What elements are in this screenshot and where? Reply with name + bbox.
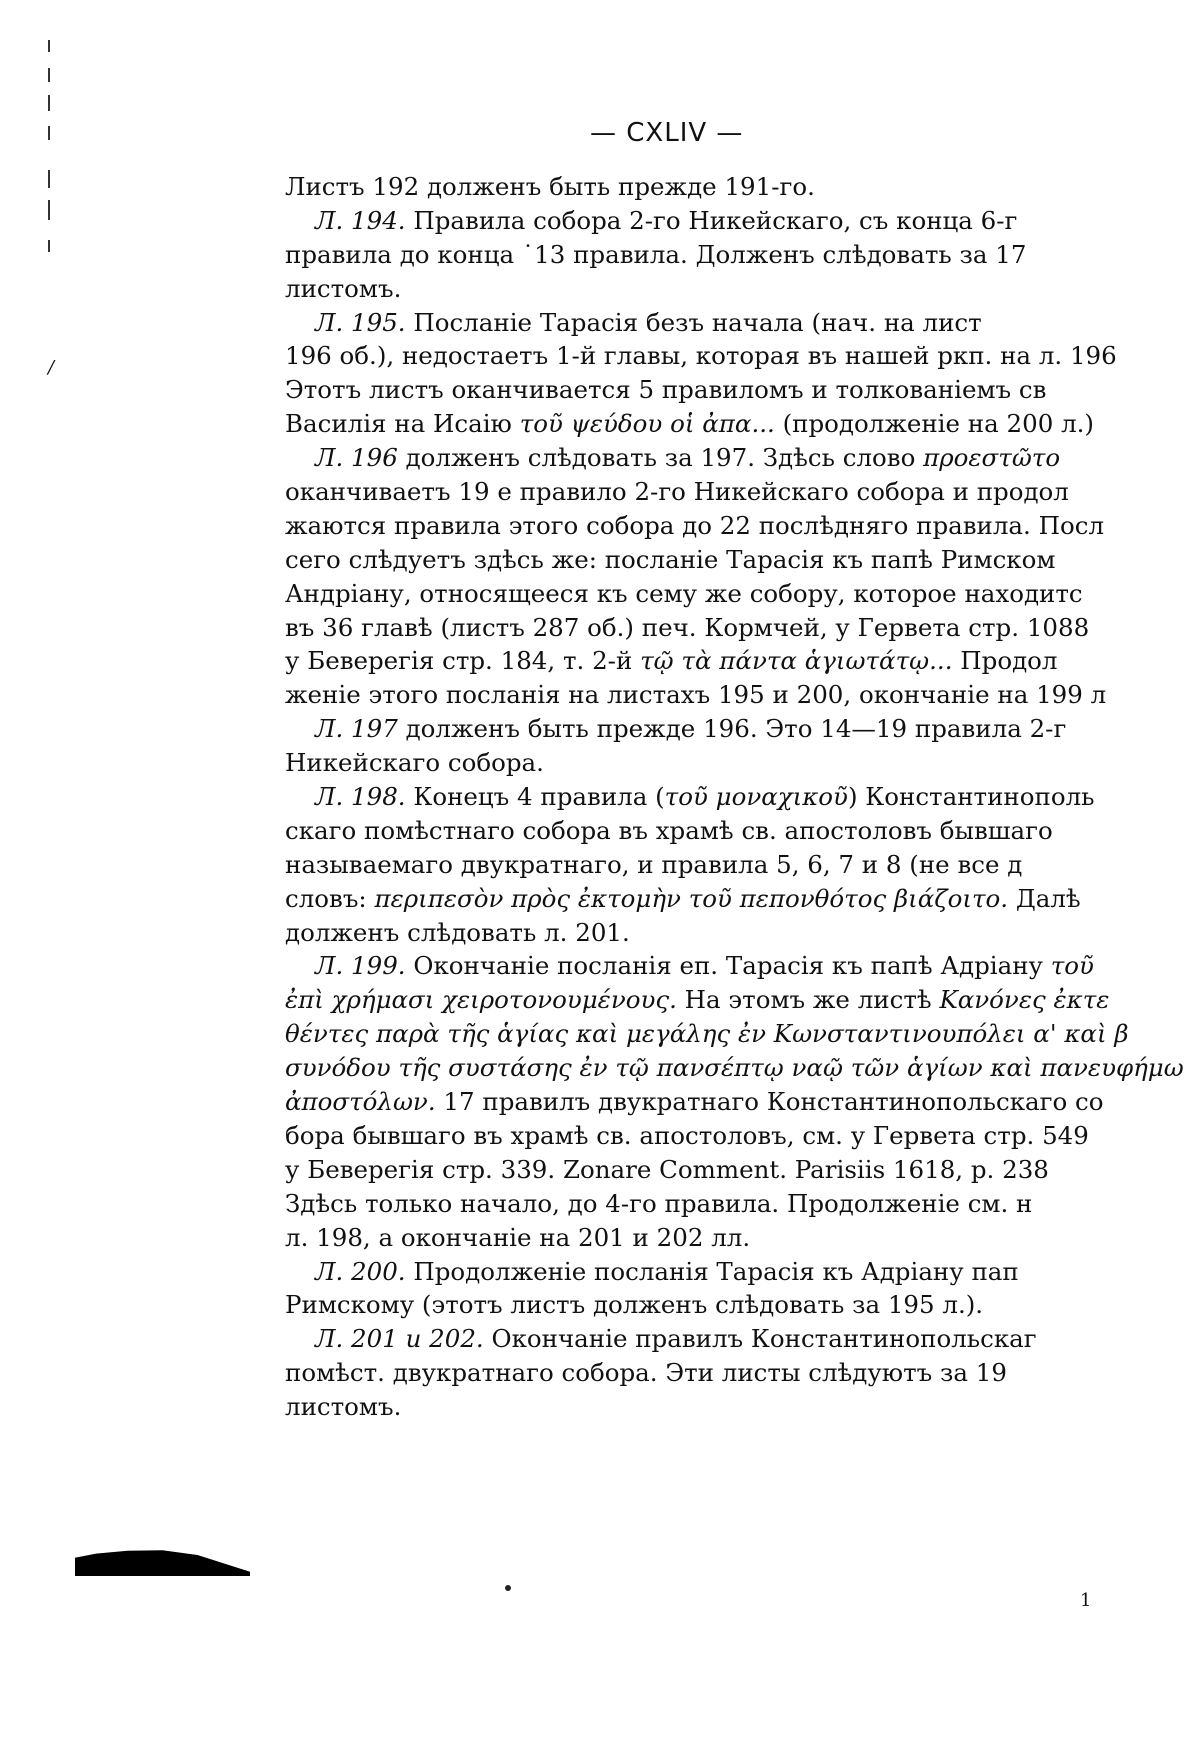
text-line <box>285 712 1085 746</box>
text-line <box>285 306 1085 340</box>
leaf-reference: Л. 195. <box>315 307 406 337</box>
text-span: Римскому (этотъ листъ долженъ слѣдовать за 195 л.). <box>285 1290 984 1320</box>
text-line <box>285 1153 1085 1187</box>
text-span: скаго помѣстнаго собора въ храмѣ св. апостоловъ бывшаго <box>285 815 1053 845</box>
text-span: въ 36 главѣ (листъ 287 об.) печ. Кормчей, у Гервета стр. 1088 <box>285 612 1090 642</box>
text-span: Окончаніе правилъ Константинопольскаг <box>483 1324 1037 1354</box>
text-line <box>285 509 1105 543</box>
text-line <box>285 441 1085 475</box>
margin-tick <box>48 95 50 111</box>
leaf-reference: Л. 199. <box>315 951 406 981</box>
greek-quote: τοῦ <box>1050 951 1094 981</box>
greek-quote: περιπεσὸν πρὸς ἐκτομὴν τοῦ πεπονθότος βιάζοιτο. <box>374 883 1009 913</box>
text-span: у Беверегія стр. 339. Zonare Comment. Parisiis 1618, p. 238 <box>285 1154 1049 1184</box>
greek-quote: θέντες παρὰ τῆς ἁγίας καὶ μεγάλης ἐν Κωνσταντινουπόλει α' καὶ β <box>285 1019 1129 1049</box>
text-line <box>285 577 1085 611</box>
text-span: листомъ. <box>285 1392 402 1422</box>
margin-tick <box>48 170 50 188</box>
corner-mark: 1 <box>1080 1590 1092 1611</box>
text-line <box>285 644 1085 678</box>
text-span: Этотъ листъ оканчивается 5 правиломъ и толкованіемъ св <box>285 375 1047 405</box>
text-line <box>285 949 1094 983</box>
margin-tick <box>48 126 50 140</box>
text-line <box>285 407 1094 441</box>
text-span: долженъ быть прежде 196. Это 14—19 правила 2-г <box>397 714 1067 744</box>
greek-quote: ἀποστόλων. <box>285 1087 436 1117</box>
text-span: долженъ слѣдовать за 197. Здѣсь слово <box>397 443 924 473</box>
text-line <box>285 475 1085 509</box>
text-span: сего слѣдуетъ здѣсь же: посланіе Тарасія къ папѣ Римском <box>285 544 1056 574</box>
greek-quote: τοῦ ψεύδου οἱ ἀπα... <box>519 409 775 439</box>
text-line <box>285 814 1085 848</box>
text-span: помѣст. двукратнаго собора. Эти листы слѣдуютъ за 19 <box>285 1358 1007 1388</box>
leaf-reference: Л. 198. <box>315 782 406 812</box>
margin-tick <box>48 240 50 252</box>
text-line <box>285 339 1117 373</box>
text-span: бора бывшаго въ храмѣ св. апостоловъ, см. у Гервета стр. 549 <box>285 1120 1089 1150</box>
text-line <box>285 611 1090 645</box>
text-line <box>285 1390 1085 1424</box>
text-span: Посланіе Тарасія безъ начала (нач. на лист <box>405 307 982 337</box>
greek-quote: Κανόνες ἐκτε <box>939 985 1110 1015</box>
text-span: Конецъ 4 правила ( <box>405 782 665 812</box>
margin-tick <box>48 68 50 82</box>
text-line <box>285 1356 1085 1390</box>
text-span: ) Константинополь <box>847 782 1095 812</box>
text-span: 196 об.), недостаетъ 1-й главы, которая въ нашей ркп. на л. 196 <box>285 341 1117 371</box>
text-span: оканчиваетъ 19 е правило 2-го Никейскаго собора и продол <box>285 477 1069 507</box>
text-line <box>285 1187 1085 1221</box>
text-line <box>285 780 1095 814</box>
text-span: 17 правилъ двукратнаго Константинопольскаго со <box>435 1087 1104 1117</box>
text-span: Продол <box>952 646 1058 676</box>
leaf-reference: Л. 197 <box>315 714 398 744</box>
text-span: Далѣ <box>1008 883 1081 913</box>
text-line <box>285 1119 1089 1153</box>
text-line <box>285 678 1107 712</box>
leaf-reference: Л. 200. <box>315 1256 406 1286</box>
ink-dot <box>505 1585 511 1591</box>
text-line <box>285 1051 1184 1085</box>
margin-ticks <box>46 40 52 270</box>
text-span: Листъ 192 долженъ быть прежде 191-го. <box>285 172 815 201</box>
text-span: Окончаніе посланія еп. Тарасія къ папѣ Адріану <box>405 951 1051 981</box>
text-line <box>285 916 1085 950</box>
text-span: у Беверегія стр. 184, т. 2-й <box>285 646 641 676</box>
leaf-reference: Л. 201 и 202. <box>315 1324 484 1354</box>
text-span: На этомъ же листѣ <box>676 985 940 1015</box>
text-line <box>285 848 1085 882</box>
text-span: долженъ слѣдовать л. 201. <box>285 917 630 947</box>
text-span: Здѣсь только начало, до 4-го правила. Продолженіе см. н <box>285 1188 1033 1218</box>
text-line <box>285 543 1085 577</box>
text-span: называемаго двукратнаго, и правила 5, 6, 7 и 8 (не все д <box>285 849 1023 879</box>
text-line <box>285 373 1085 407</box>
text-span: жаются правила этого собора до 22 послѣдняго правила. Посл <box>285 510 1105 540</box>
text-line <box>285 1322 1085 1356</box>
greek-quote: ἐπὶ χρήμασι χειροτονουμένους. <box>285 985 677 1015</box>
leaf-reference: Л. 194. <box>315 205 406 235</box>
text-span: правила до конца ˙13 правила. Долженъ слѣдовать за 17 <box>285 239 1027 269</box>
greek-quote: τῷ τὰ πάντα ἁγιωτάτῳ... <box>640 646 953 676</box>
text-span: Правила собора 2-го Никейскаго, съ конца 6-г <box>405 205 1018 235</box>
margin-tick <box>48 200 50 220</box>
text-line <box>285 238 1085 272</box>
greek-quote: τοῦ μοναχικοῦ <box>664 782 848 812</box>
text-line <box>285 272 1085 306</box>
text-line <box>285 983 1110 1017</box>
text-line <box>285 1288 1085 1322</box>
text-span: листомъ. <box>285 273 402 303</box>
text-span: Никейскаго собора. <box>285 748 544 778</box>
text-line <box>285 1255 1085 1289</box>
margin-mark: / <box>48 357 55 378</box>
text-line <box>285 1017 1129 1051</box>
margin-tick <box>48 40 50 52</box>
text-span: Василія на Исаію <box>285 409 520 439</box>
text-line <box>285 746 1085 780</box>
text-span: словъ: <box>285 883 375 913</box>
text-line <box>285 204 1085 238</box>
leaf-reference: Л. 196 <box>315 443 398 473</box>
text-body <box>285 170 1184 1440</box>
text-span: л. 198, а окончаніе на 201 и 202 лл. <box>285 1222 751 1252</box>
text-line <box>285 882 1085 916</box>
text-span: Андріану, относящееся къ сему же собору, которое находитс <box>285 578 1083 608</box>
ink-smudge <box>75 1548 250 1576</box>
text-span: женіе этого посланія на листахъ 195 и 200, окончаніе на 199 л <box>285 680 1107 710</box>
page-number: — CXLIV — <box>590 118 744 148</box>
text-span: (продолженіе на 200 л.) <box>774 409 1094 439</box>
text-line <box>285 1221 1085 1255</box>
greek-quote: συνόδου τῆς συστάσης ἐν τῷ πανσέπτῳ ναῷ τῶν ἁγίων καὶ πανευφήμω <box>285 1053 1184 1083</box>
greek-quote: προεστῶτο <box>923 443 1061 473</box>
text-span: Продолженіе посланія Тарасія къ Адріану пап <box>405 1256 1019 1286</box>
text-line <box>285 1085 1104 1119</box>
text-line <box>285 170 1085 204</box>
